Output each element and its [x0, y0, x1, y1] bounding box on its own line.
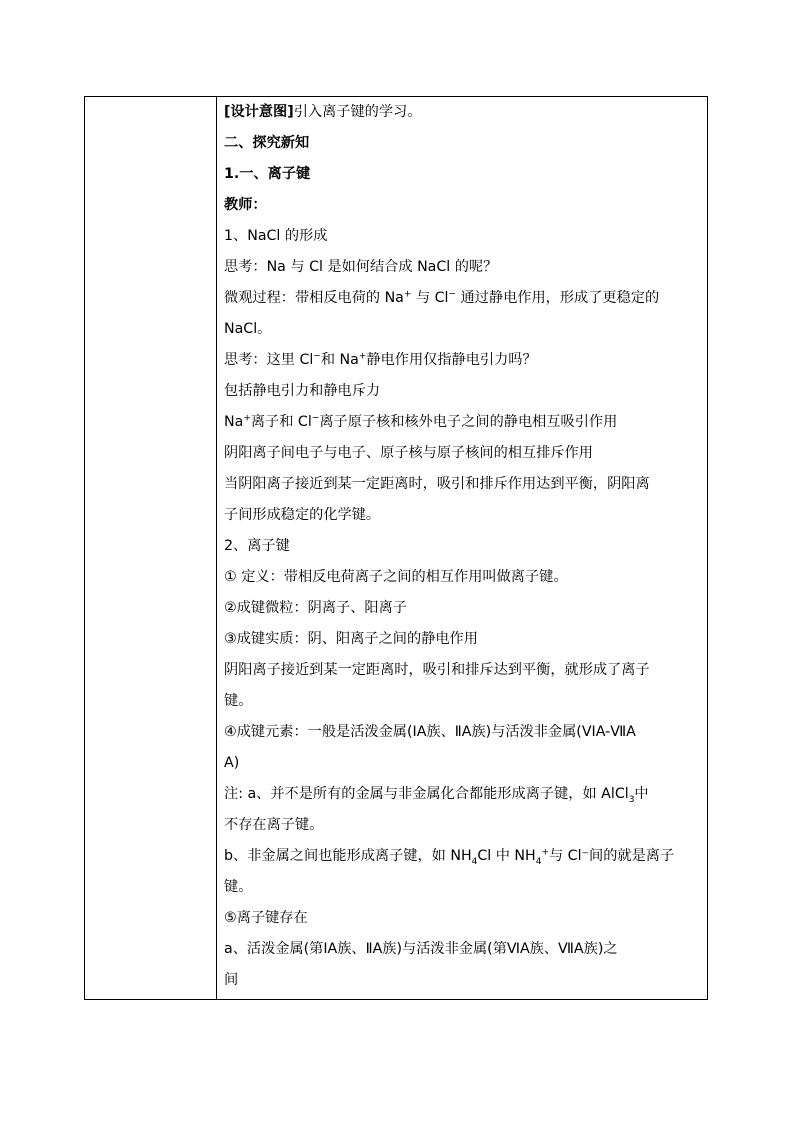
- subsection-heading: 1.一、离子键: [224, 166, 311, 182]
- text-line: ⑤离子键存在: [224, 910, 308, 926]
- text-line: a、活泼金属(第ⅠA族、ⅡA族)与活泼非金属(第ⅥA族、ⅦA族)之: [224, 941, 618, 957]
- text-line: 思考：Na 与 Cl 是如何结合成 NaCl 的呢？: [224, 259, 498, 275]
- text-line: 1、NaCl 的形成: [224, 228, 328, 244]
- text-line: 微观过程：带相反电荷的 Na+ 与 Cl− 通过静电作用，形成了更稳定的: [224, 289, 660, 306]
- text-line: ③成键实质：阴、阳离子之间的静电作用: [224, 631, 478, 647]
- text-line: 阴阳离子接近到某一定距离时，吸引和排斥达到平衡，就形成了离子: [224, 662, 650, 678]
- text-line: A): [224, 755, 240, 771]
- text-line: b、非金属之间也能形成离子键，如 $NH_4Cl$ 中 $NH_4^+$与 Cl⁻间的就是离子: [224, 847, 675, 867]
- text-line: 子间形成稳定的化学键。: [224, 507, 381, 523]
- text-line: 注: a、并不是所有的金属与非金属化合都能形成离子键，如 AlCl$_3$中: [224, 786, 649, 805]
- text-line: 2、离子键: [224, 538, 290, 554]
- text-line: 当阴阳离子接近到某一定距离时，吸引和排斥作用达到平衡，阴阳离: [224, 476, 650, 492]
- lesson-table: [84, 96, 708, 1000]
- design-intent-line: [设计意图]引入离子键的学习。: [224, 104, 422, 120]
- text-line: 阴阳离子间电子与电子、原子核与原子核间的相互排斥作用: [224, 445, 593, 461]
- text-line: 间: [224, 972, 239, 988]
- text-line: 键。: [224, 879, 253, 895]
- text-line: ②成键微粒：阴离子、阳离子: [224, 600, 407, 616]
- text-line: Na+离子和 Cl−离子原子核和核外电子之间的静电相互吸引作用: [224, 413, 618, 430]
- text-line: NaCl。: [224, 321, 272, 337]
- text-line: 键。: [224, 693, 253, 709]
- text-line: ④成键元素：一般是活泼金属(ⅠA族、ⅡA族)与活泼非金属(VIA-ⅦA: [224, 724, 636, 740]
- text-line: ① 定义：带相反电荷离子之间的相互作用叫做离子键。: [224, 569, 568, 585]
- left-column-cell: [85, 97, 217, 999]
- text-line: 思考：这里 Cl−和 Na+静电作用仅指静电引力吗？: [224, 351, 537, 368]
- text-line: 包括静电引力和静电斥力: [224, 383, 381, 399]
- content-cell: [217, 97, 707, 999]
- text-line: 不存在离子键。: [224, 817, 324, 833]
- teacher-label: 教师：: [224, 197, 267, 213]
- section-heading: 二、探究新知: [224, 135, 310, 151]
